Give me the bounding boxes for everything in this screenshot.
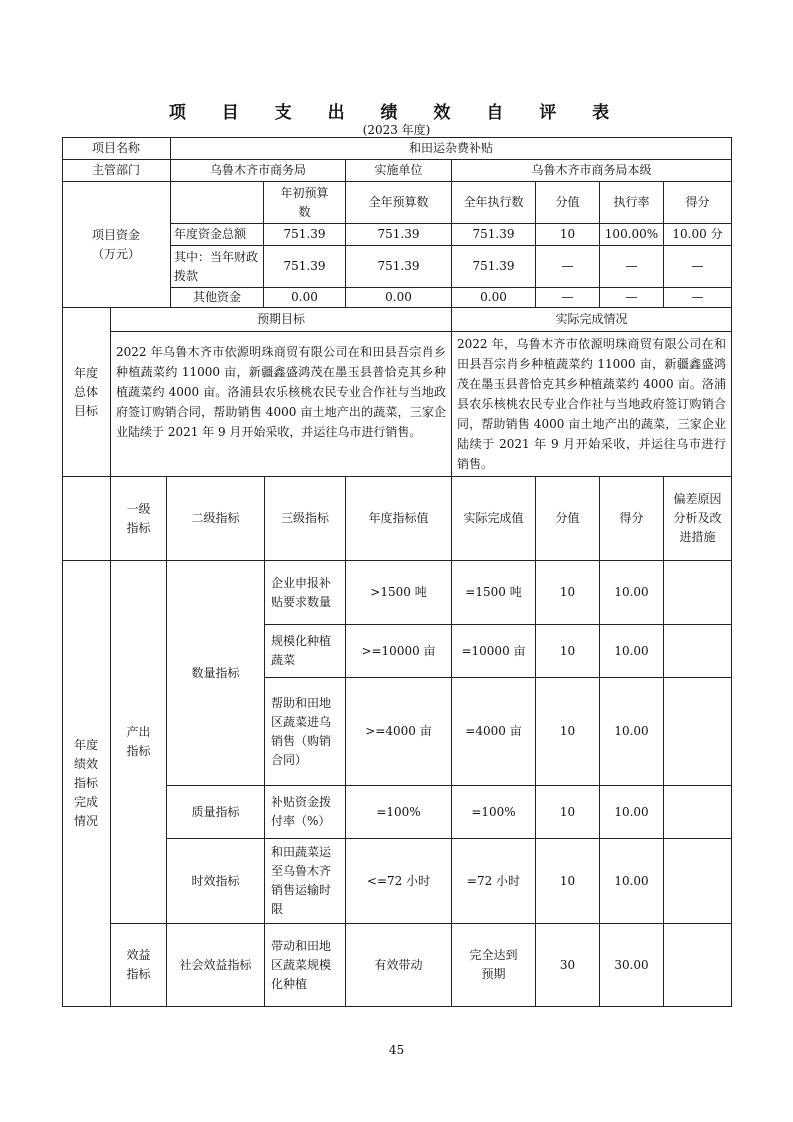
funds-row-total-full: 751.39 [346, 224, 452, 246]
indicator-row-4-level3: 补贴资金拨付率（%） [265, 786, 346, 839]
indicator-row-2-actual: =10000 亩 [452, 625, 536, 678]
funds-row-total-exec: 751.39 [452, 224, 536, 246]
page-number: 45 [388, 1043, 405, 1057]
reason-header: 偏差原因分析及改进措施 [664, 477, 732, 561]
indicator-row-6-score-value: 30 [536, 924, 600, 1007]
indicator-row-4-score-value: 10 [536, 786, 600, 839]
funds-row-other-score: — [664, 288, 732, 308]
indicator-row-3-score: 10.00 [600, 678, 664, 786]
funds-row-fiscal-full: 751.39 [346, 246, 452, 288]
col-initial-budget: 年初预算数 [264, 182, 346, 224]
impl-label: 实施单位 [346, 160, 452, 182]
funds-row-fiscal-rate: — [600, 246, 664, 288]
indicator-row-5-target: <=72 小时 [346, 839, 452, 924]
score-value-header: 分值 [536, 477, 600, 561]
col-full-exec: 全年执行数 [452, 182, 536, 224]
funds-row-other-exec: 0.00 [452, 288, 536, 308]
indicator-row-6-actual: 完全达到预期 [452, 924, 536, 1007]
dept-value: 乌鲁木齐市商务局 [171, 160, 346, 182]
indicator-row-5-score-value: 10 [536, 839, 600, 924]
funds-row-other-full: 0.00 [346, 288, 452, 308]
indicator-row-1-reason [664, 561, 732, 625]
indicator-row-5-level3: 和田蔬菜运至乌鲁木齐销售运输时限 [265, 839, 346, 924]
funds-row-fiscal-score-value: — [536, 246, 600, 288]
col-score: 得分 [664, 182, 732, 224]
indicator-row-4-reason [664, 786, 732, 839]
funds-header-blank [171, 182, 264, 224]
indicator-row-1-level3: 企业申报补贴要求数量 [265, 561, 346, 625]
funds-row-fiscal-initial: 751.39 [264, 246, 346, 288]
indicator-row-6-reason [664, 924, 732, 1007]
col-full-budget: 全年预算数 [346, 182, 452, 224]
quantity-indicator-label: 数量指标 [167, 561, 265, 786]
dept-label: 主管部门 [62, 160, 171, 182]
indicator-row-2-score: 10.00 [600, 625, 664, 678]
indicator-row-2-level3: 规模化种植蔬菜 [265, 625, 346, 678]
expected-goal-label: 预期目标 [111, 308, 452, 332]
impl-value: 乌鲁木齐市商务局本级 [452, 160, 732, 182]
col-exec-rate: 执行率 [600, 182, 664, 224]
page-title: 项 目 支 出 绩 效 自 评 表 [168, 103, 625, 123]
indicator-row-5-actual: =72 小时 [452, 839, 536, 924]
indicator-row-3-target: >=4000 亩 [346, 678, 452, 786]
benefit-indicator-label: 效益指标 [111, 924, 167, 1007]
funds-row-fiscal-score: — [664, 246, 732, 288]
funds-row-total-name: 年度资金总额 [171, 224, 264, 246]
indicator-row-1-score: 10.00 [600, 561, 664, 625]
funds-label-line2: （万元） [91, 246, 140, 261]
indicator-row-1-score-value: 10 [536, 561, 600, 625]
indicator-row-6-level3: 带动和田地区蔬菜规模化种植 [265, 924, 346, 1007]
funds-row-total-score: 10.00 分 [664, 224, 732, 246]
social-indicator-label: 社会效益指标 [167, 924, 265, 1007]
indicator-row-5-score: 10.00 [600, 839, 664, 924]
funds-row-total-initial: 751.39 [264, 224, 346, 246]
indicator-row-2-target: >=10000 亩 [346, 625, 452, 678]
indicator-row-3-reason [664, 678, 732, 786]
project-name-value: 和田运杂费补贴 [171, 137, 732, 160]
indicator-row-3-score-value: 10 [536, 678, 600, 786]
level3-header: 三级指标 [265, 477, 346, 561]
funds-label-line1: 项目资金 [91, 227, 140, 242]
score-header: 得分 [600, 477, 664, 561]
indicator-row-1-actual: =1500 吨 [452, 561, 536, 625]
indicator-row-4-actual: =100% [452, 786, 536, 839]
funds-row-other-rate: — [600, 288, 664, 308]
indicator-row-2-reason [664, 625, 732, 678]
annual-goals-label: 年度总体目标 [62, 308, 111, 477]
indicator-row-6-target: 有效带动 [346, 924, 452, 1007]
funds-row-other-initial: 0.00 [264, 288, 346, 308]
funds-row-other-name: 其他资金 [171, 288, 264, 308]
funds-row-total-rate: 100.00% [600, 224, 664, 246]
funds-label [62, 182, 171, 308]
col-score-value: 分值 [536, 182, 600, 224]
target-header: 年度指标值 [346, 477, 452, 561]
time-indicator-label: 时效指标 [167, 839, 265, 924]
level1-header: 一级指标 [111, 477, 167, 561]
indicator-row-4-score: 10.00 [600, 786, 664, 839]
indicator-row-3-level3: 帮助和田地区蔬菜进乌销售（购销合同） [265, 678, 346, 786]
indicator-row-5-reason [664, 839, 732, 924]
indicator-row-6-score: 30.00 [600, 924, 664, 1007]
indicator-row-1-target: >1500 吨 [346, 561, 452, 625]
expected-goal-text: 2022 年乌鲁木齐市依源明珠商贸有限公司在和田县吾宗肖乡种植蔬菜约 11000 亩，新疆鑫盛鸿茂在墨玉县普恰克其乡种植蔬菜约 4000 亩。洛浦县农乐核桃农民专业合作社与当地政府签订购销合同，帮助销售 4000 亩土地产出的蔬菜，三家企业陆续于 2021 年 9 月开始采收，并运往乌市进行销售。 [111, 332, 452, 477]
actual-result-label: 实际完成情况 [452, 308, 732, 332]
quality-indicator-label: 质量指标 [167, 786, 265, 839]
indicator-row-2-score-value: 10 [536, 625, 600, 678]
actual-result-text: 2022 年，乌鲁木齐市依源明珠商贸有限公司在和田县吾宗肖乡种植蔬菜约 11000 亩，新疆鑫盛鸿茂在墨玉县普恰克其乡种植蔬菜约 4000 亩。洛浦县农乐核桃农民专业合作社与当地政府签订购销合同，帮助销售 4000 亩土地产出的蔬菜，三家企业陆续于 2021 年 9 月开始采收，并运往乌市进行销售。 [452, 332, 732, 477]
indicator-row-3-actual: =4000 亩 [452, 678, 536, 786]
output-indicator-label: 产出指标 [111, 561, 167, 924]
funds-row-other-score-value: — [536, 288, 600, 308]
actual-header: 实际完成值 [452, 477, 536, 561]
funds-row-fiscal-name: 其中：当年财政拨款 [171, 246, 264, 288]
indicator-header-blank [62, 477, 111, 561]
page-subtitle: (2023 年度) [362, 123, 431, 137]
funds-row-fiscal-exec: 751.39 [452, 246, 536, 288]
indicators-label: 年度绩效指标完成情况 [62, 561, 111, 1007]
project-name-label: 项目名称 [62, 137, 171, 160]
indicator-row-4-target: =100% [346, 786, 452, 839]
level2-header: 二级指标 [167, 477, 265, 561]
funds-row-total-score-value: 10 [536, 224, 600, 246]
